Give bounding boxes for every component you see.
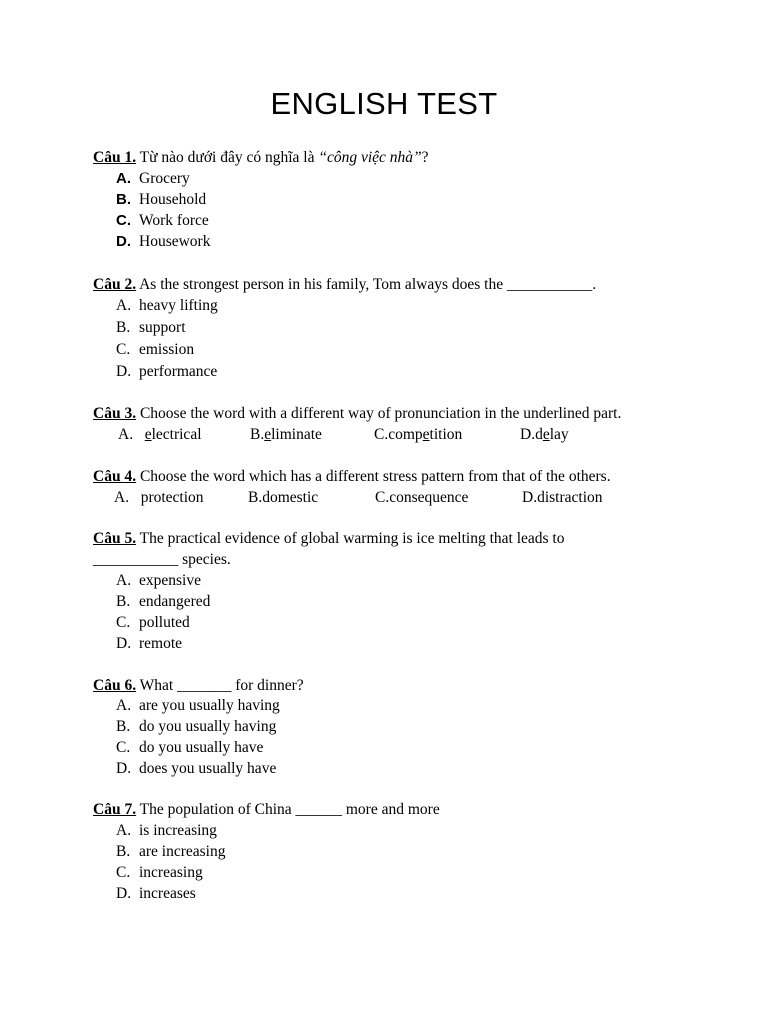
option-b — [116, 841, 226, 862]
option-a — [116, 820, 217, 841]
option-letter: D. — [116, 363, 132, 380]
option-b — [116, 591, 210, 612]
question-text: Choose the word which has a different stress pattern from that of the others. — [136, 468, 611, 485]
option-letter: C. — [116, 739, 131, 756]
option-b — [116, 317, 186, 338]
option-text-post: lectrical — [151, 426, 202, 443]
option-text: consequence — [389, 489, 469, 506]
option-letter: C. — [116, 864, 131, 881]
underlined-letter: e — [144, 426, 152, 443]
option-c — [116, 737, 263, 758]
option-text: do you usually have — [139, 739, 264, 756]
question-5 — [93, 528, 564, 549]
option-letter: C. — [116, 212, 131, 229]
option-letter: A. — [116, 572, 132, 589]
option-letter: C. — [116, 614, 131, 631]
question-text: Choose the word with a different way of pronunciation in the underlined part. — [136, 405, 622, 422]
question-3 — [93, 403, 621, 424]
option-c — [116, 612, 190, 633]
option-letter: D. — [520, 426, 536, 443]
option-b — [248, 487, 318, 508]
option-a — [116, 570, 201, 591]
option-letter: A. — [116, 170, 131, 187]
option-text: protection — [140, 489, 204, 506]
option-text: support — [139, 319, 186, 336]
underlined-letter: e — [422, 426, 430, 443]
question-label: Câu 5. — [93, 530, 137, 547]
option-letter: D. — [116, 233, 131, 250]
option-text: are you usually having — [139, 697, 280, 714]
option-text: Work force — [139, 212, 209, 229]
option-d — [116, 758, 276, 779]
option-a — [116, 295, 218, 316]
option-text: is increasing — [139, 822, 217, 839]
question-text-line2: ___________ species. — [93, 551, 231, 568]
option-d — [116, 883, 196, 904]
option-text-post: lay — [549, 426, 569, 443]
option-text-pre: d — [535, 426, 543, 443]
underlined-letter: e — [542, 426, 550, 443]
option-text: performance — [139, 363, 218, 380]
option-text: heavy lifting — [139, 297, 218, 314]
question-1 — [93, 147, 429, 168]
option-letter: A. — [116, 697, 132, 714]
question-text-end: ? — [421, 149, 429, 166]
option-text: increases — [139, 885, 196, 902]
option-letter: A. — [116, 297, 132, 314]
option-letter: C. — [375, 489, 390, 506]
question-label: Câu 2. — [93, 276, 137, 293]
option-text: domestic — [262, 489, 319, 506]
option-text-post: liminate — [271, 426, 322, 443]
option-a — [114, 487, 204, 508]
question-label: Câu 7. — [93, 801, 137, 818]
option-letter: D. — [522, 489, 538, 506]
option-letter: D. — [116, 885, 132, 902]
page-title: ENGLISH TEST — [270, 86, 498, 121]
question-label: Câu 4. — [93, 468, 137, 485]
question-text: What _______ for dinner? — [136, 677, 304, 694]
option-text-post: tition — [429, 426, 463, 443]
option-text: do you usually having — [139, 718, 277, 735]
option-text: distraction — [537, 489, 603, 506]
option-letter: C. — [374, 426, 389, 443]
option-text: emission — [139, 341, 195, 358]
option-a — [116, 168, 190, 189]
question-7 — [93, 799, 440, 820]
question-quoted-term: “công việc nhà” — [318, 149, 422, 166]
option-c — [116, 339, 194, 360]
question-text: As the strongest person in his family, Tom always does the ___________. — [136, 276, 597, 293]
question-text: Từ nào dưới đây có nghĩa là — [136, 149, 319, 166]
option-letter: D. — [116, 635, 132, 652]
question-6 — [93, 675, 304, 696]
option-c — [375, 487, 468, 508]
option-letter: A. — [116, 822, 132, 839]
option-d — [116, 633, 182, 654]
option-d — [520, 424, 569, 445]
option-d — [522, 487, 603, 508]
option-b — [250, 424, 322, 445]
option-text: Grocery — [139, 170, 190, 187]
option-letter: B. — [116, 843, 131, 860]
option-a — [118, 424, 202, 445]
option-letter: B. — [116, 319, 131, 336]
option-text: polluted — [139, 614, 190, 631]
option-letter: B. — [116, 191, 131, 208]
option-letter: B. — [250, 426, 265, 443]
option-text: Housework — [139, 233, 211, 250]
underlined-letter: e — [264, 426, 272, 443]
option-text: are increasing — [139, 843, 226, 860]
option-letter: C. — [116, 341, 131, 358]
option-text: does you usually have — [139, 760, 277, 777]
option-d — [116, 231, 210, 252]
question-text: The population of China ______ more and more — [136, 801, 440, 818]
option-a — [116, 695, 280, 716]
option-letter: B. — [248, 489, 263, 506]
option-text: expensive — [139, 572, 201, 589]
option-text-pre: comp — [388, 426, 423, 443]
option-b — [116, 716, 276, 737]
option-text: endangered — [139, 593, 211, 610]
question-2 — [93, 274, 596, 295]
question-label: Câu 6. — [93, 677, 137, 694]
option-c — [374, 424, 462, 445]
option-letter: B. — [116, 718, 131, 735]
option-letter: B. — [116, 593, 131, 610]
question-label: Câu 3. — [93, 405, 137, 422]
option-text: increasing — [139, 864, 203, 881]
option-c — [116, 862, 203, 883]
option-letter: A. — [118, 426, 134, 443]
option-b — [116, 189, 206, 210]
option-d — [116, 361, 217, 382]
option-c — [116, 210, 209, 231]
option-text: Household — [139, 191, 207, 208]
question-label: Câu 1. — [93, 149, 137, 166]
option-text: remote — [139, 635, 183, 652]
question-text: The practical evidence of global warming is ice melting that leads to — [136, 530, 565, 547]
question-5-continued — [93, 549, 231, 570]
question-4 — [93, 466, 611, 487]
option-letter: A. — [114, 489, 130, 506]
option-letter: D. — [116, 760, 132, 777]
